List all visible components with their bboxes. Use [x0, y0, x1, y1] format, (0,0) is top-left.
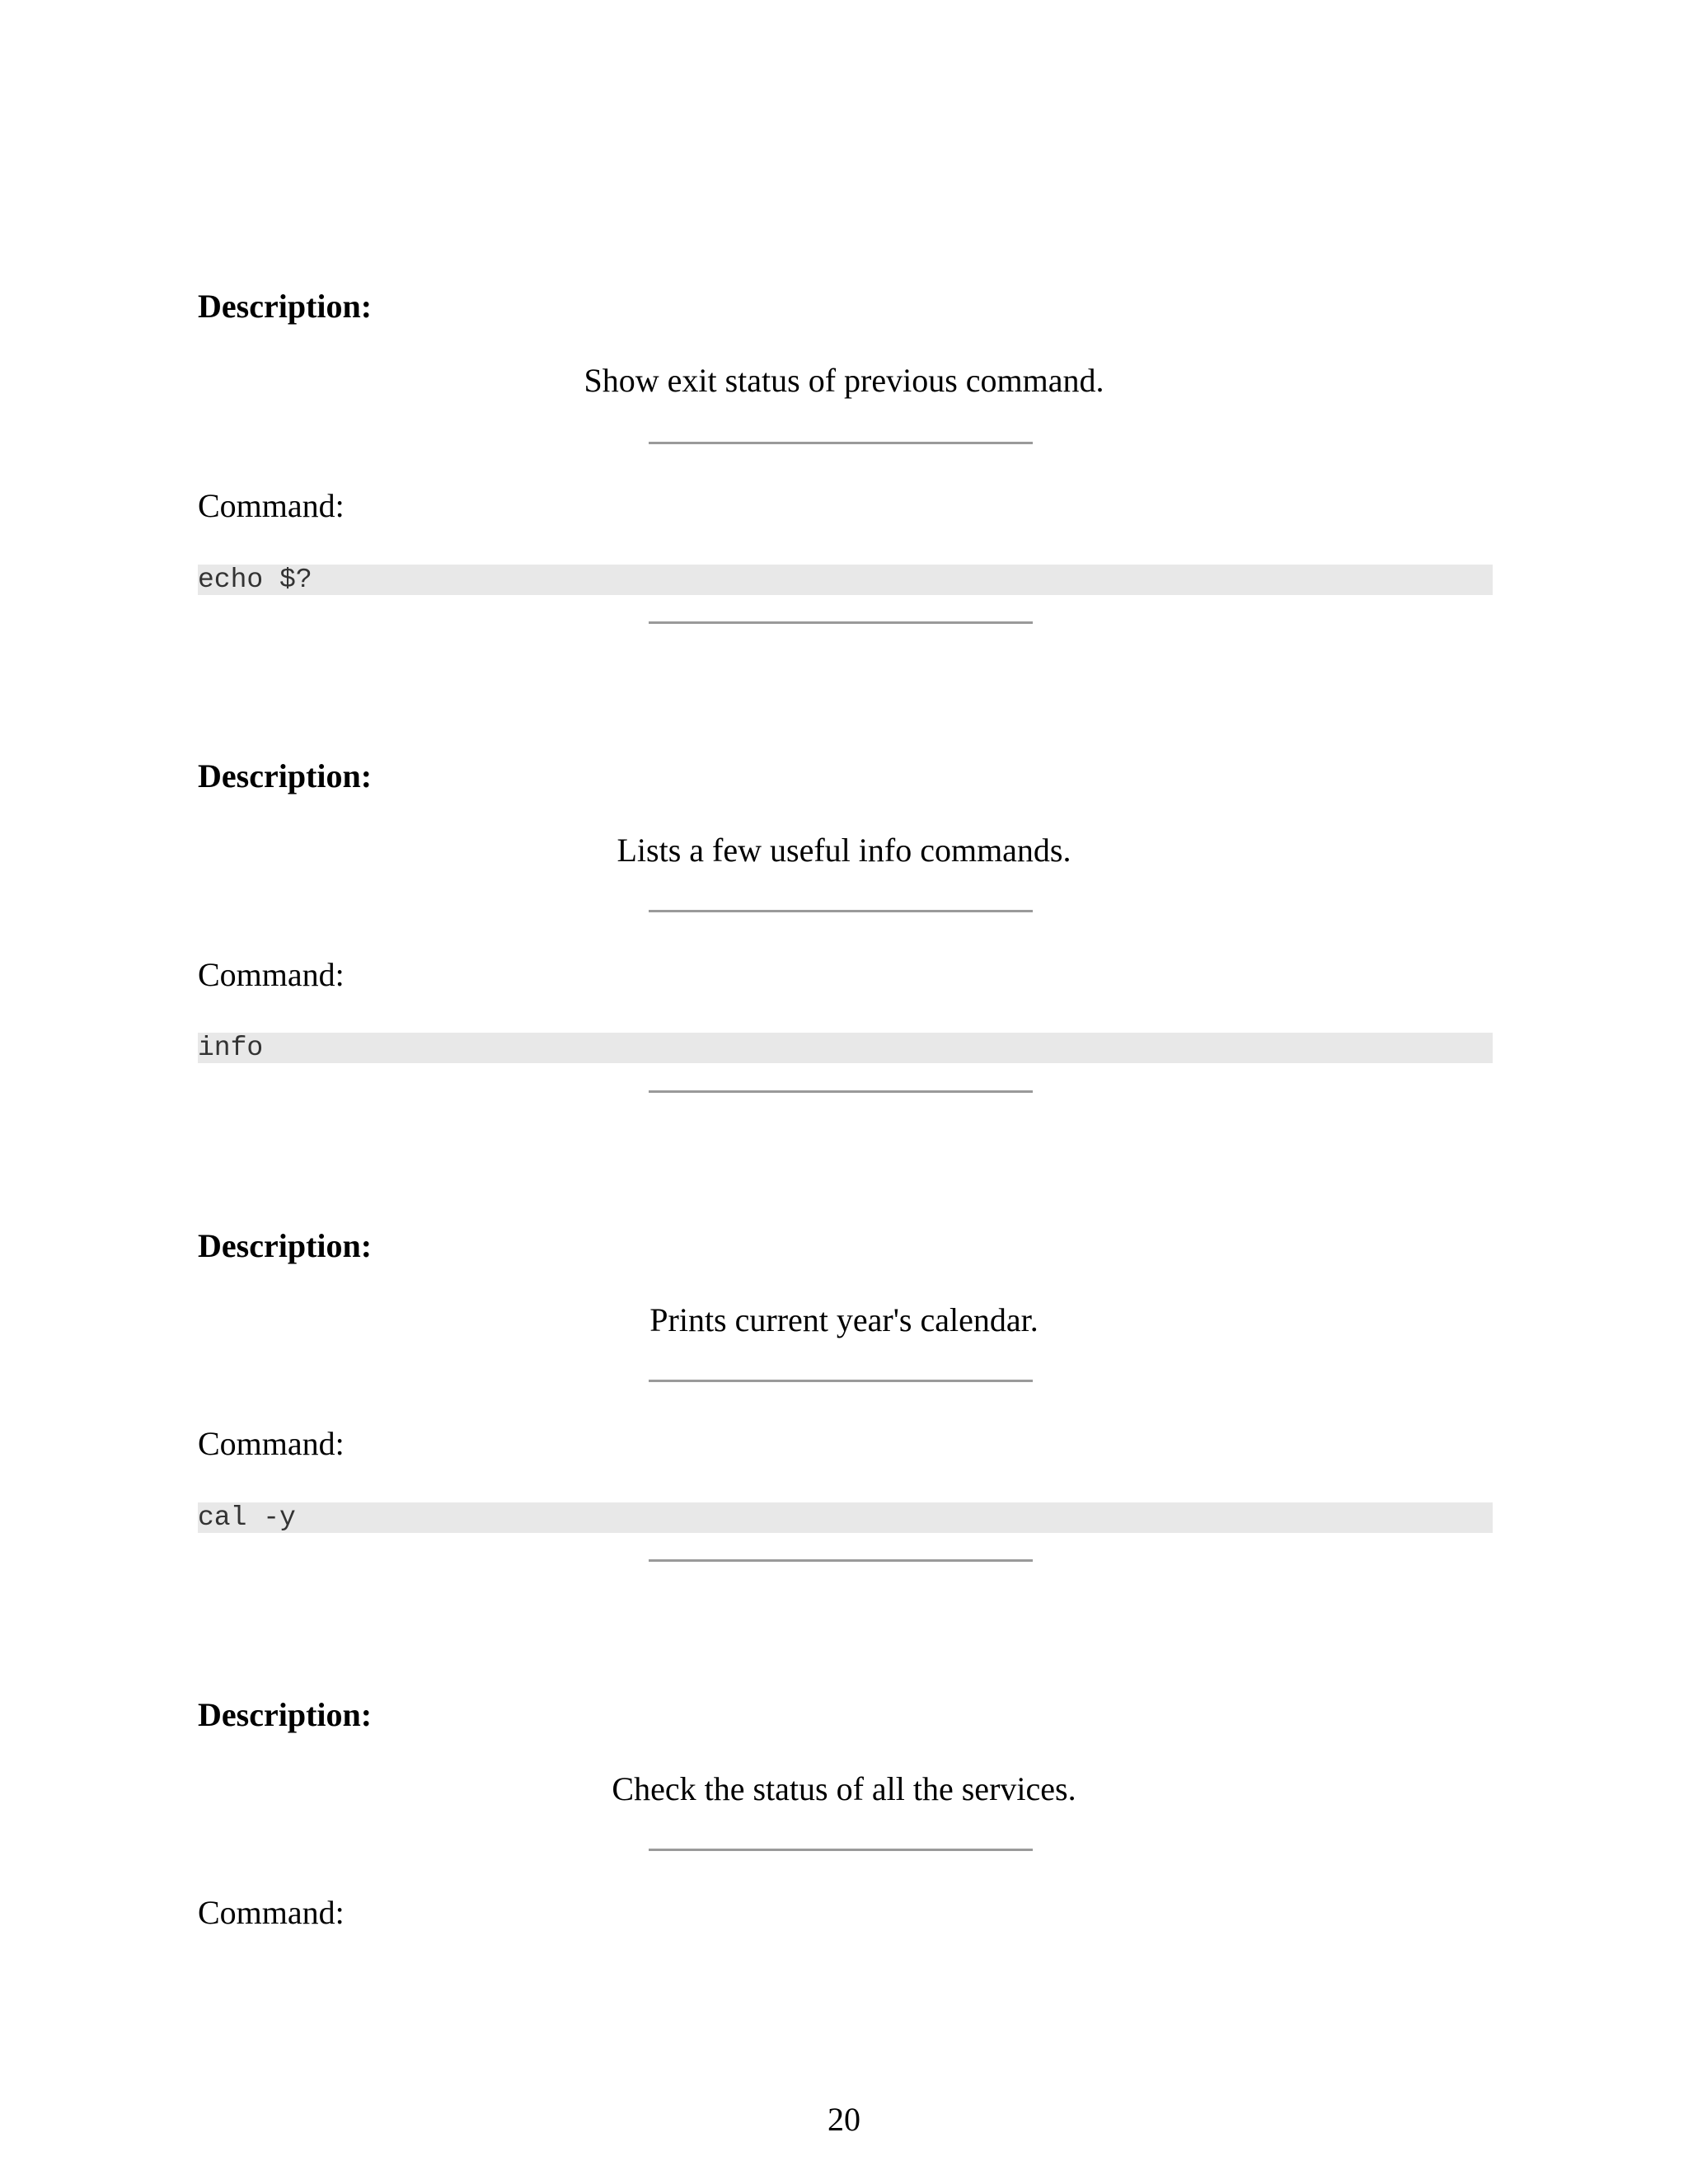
separator-rule — [649, 1090, 1033, 1093]
description-heading: Description: — [198, 1227, 373, 1264]
command-label: Command: — [198, 1894, 345, 1931]
separator-rule — [649, 1380, 1033, 1382]
separator-rule — [649, 1559, 1033, 1562]
description-heading: Description: — [198, 1696, 373, 1733]
command-code: echo $? — [198, 565, 1493, 595]
separator-rule — [649, 442, 1033, 444]
separator-rule — [649, 621, 1033, 624]
description-text: Prints current year's calendar. — [649, 1301, 1039, 1338]
page-number: 20 — [828, 2101, 860, 2138]
description-heading: Description: — [198, 288, 373, 325]
separator-rule — [649, 910, 1033, 912]
description-text: Show exit status of previous command. — [584, 362, 1104, 399]
description-text: Lists a few useful info commands. — [617, 832, 1071, 869]
separator-rule — [649, 1849, 1033, 1851]
command-code: cal -y — [198, 1502, 1493, 1533]
command-label: Command: — [198, 487, 345, 524]
description-heading: Description: — [198, 757, 373, 794]
description-text: Check the status of all the services. — [612, 1770, 1076, 1807]
command-code: info — [198, 1033, 1493, 1063]
command-label: Command: — [198, 956, 345, 993]
command-label: Command: — [198, 1425, 345, 1462]
